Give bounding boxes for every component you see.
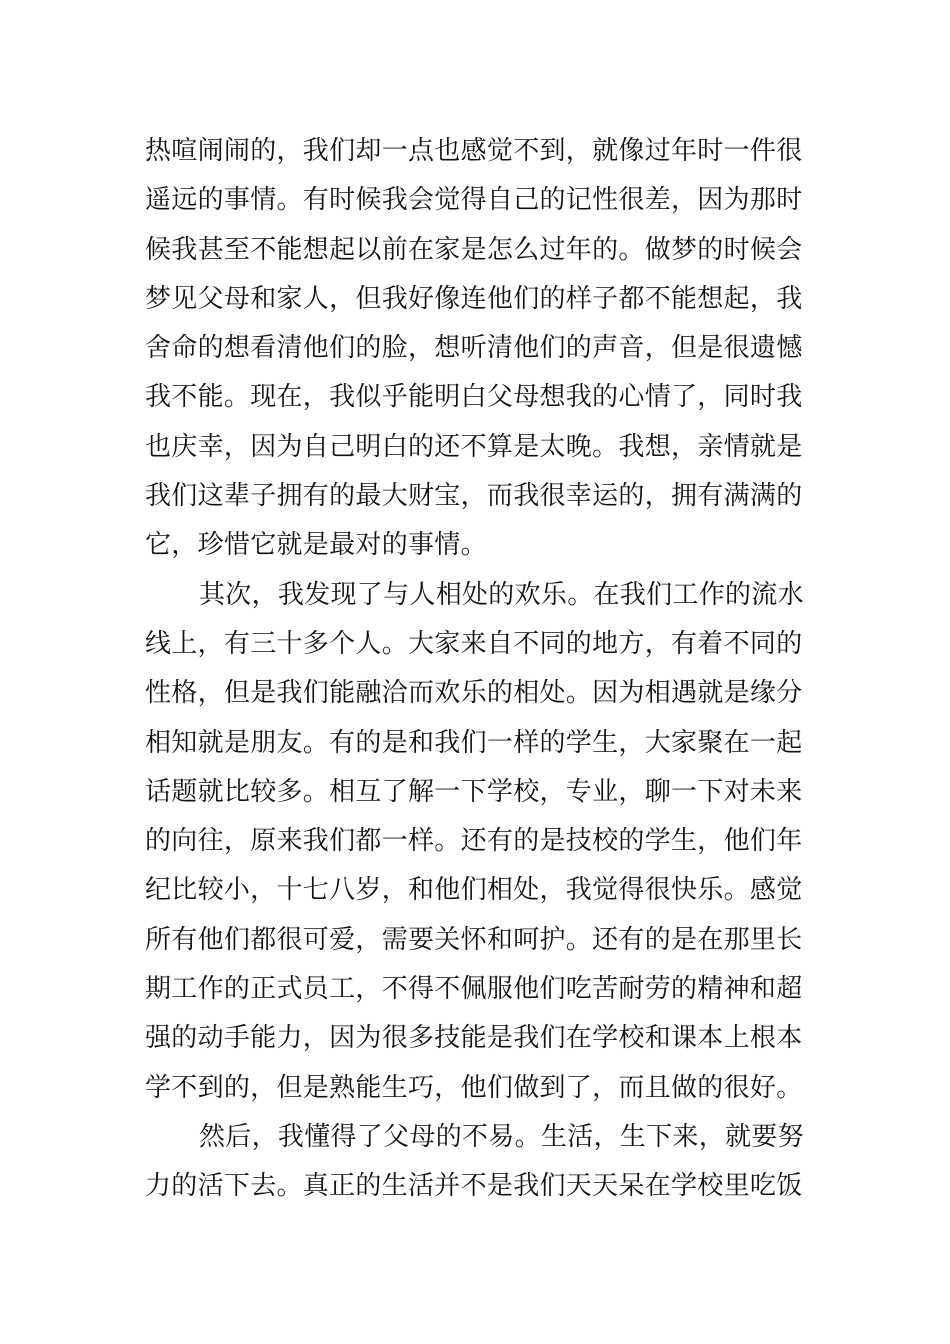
text-line: 梦见父母和家人，但我好像连他们的样子都不能想起，我 [145, 283, 803, 314]
text-line: 学不到的，但是熟能生巧，他们做到了，而且做的很好。 [145, 1072, 803, 1103]
text-line: 也庆幸，因为自己明白的还不算是太晚。我想，亲情就是 [145, 431, 803, 462]
text-line: 候我甚至不能想起以前在家是怎么过年的。做梦的时候会 [145, 234, 803, 265]
text-line: 所有他们都很可爱，需要关怀和呵护。还有的是在那里长 [145, 924, 803, 955]
text-line: 线上，有三十多个人。大家来自不同的地方，有着不同的 [145, 628, 803, 659]
text-line: 力的活下去。真正的生活并不是我们天天呆在学校里吃饭 [145, 1171, 803, 1202]
text-line: 舍命的想看清他们的脸，想听清他们的声音，但是很遗憾 [145, 333, 803, 364]
text-line: 话题就比较多。相互了解一下学校，专业，聊一下对未来 [145, 776, 803, 807]
text-line: 纪比较小，十七八岁，和他们相处，我觉得很快乐。感觉 [145, 875, 803, 906]
paragraph-start-line: 其次，我发现了与人相处的欢乐。在我们工作的流水 [199, 579, 804, 610]
text-line: 的向往，原来我们都一样。还有的是技校的学生，他们年 [145, 826, 803, 857]
text-line: 强的动手能力，因为很多技能是我们在学校和课本上根本 [145, 1023, 803, 1054]
text-line: 热喧闹闹的，我们却一点也感觉不到，就像过年时一件很 [145, 136, 803, 166]
text-line: 我不能。现在，我似乎能明白父母想我的心情了，同时我 [145, 382, 803, 413]
text-line: 期工作的正式员工，不得不佩服他们吃苦耐劳的精神和超 [145, 974, 803, 1005]
body-text [145, 127, 810, 1212]
text-line: 性格，但是我们能融洽而欢乐的相处。因为相遇就是缘分 [145, 678, 803, 709]
text-line: 我们这辈子拥有的最大财宝，而我很幸运的，拥有满满的 [145, 481, 803, 512]
paragraph-start-line: 然后，我懂得了父母的不易。生活，生下来，就要努 [199, 1121, 804, 1152]
text-line: 遥远的事情。有时候我会觉得自己的记性很差，因为那时 [145, 185, 803, 216]
text-line: 相知就是朋友。有的是和我们一样的学生，大家聚在一起 [145, 727, 803, 758]
text-line: 它，珍惜它就是最对的事情。 [145, 530, 487, 561]
